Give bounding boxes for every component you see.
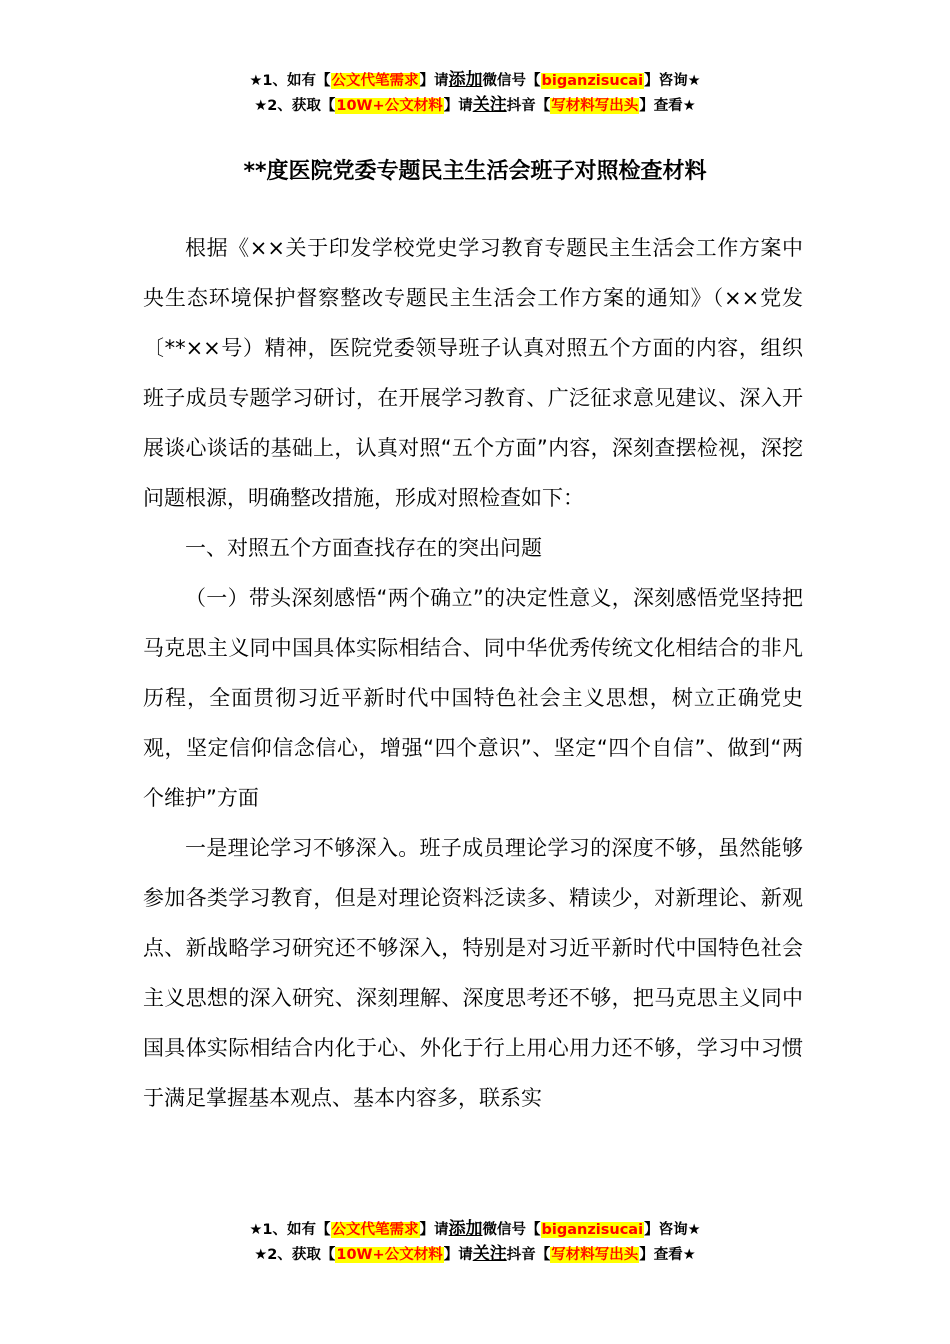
promo-line-2 (0, 93, 950, 118)
promo-text: 】请 (419, 73, 449, 89)
promo-highlight: 公文代笔需求 (331, 1222, 419, 1238)
promo-highlight: 写材料写出头 (551, 1247, 639, 1263)
promo-emphasis: 添加 (448, 1219, 483, 1239)
promo-emphasis: 关注 (472, 95, 507, 115)
promo-emphasis: 关注 (472, 1244, 507, 1264)
promo-text: ★2、获取【 (254, 1247, 336, 1263)
promo-text: 抖音【 (506, 98, 551, 114)
promo-text: 】请 (443, 98, 473, 114)
promo-text: ★2、获取【 (254, 98, 336, 114)
promo-text: 微信号【 (482, 1222, 541, 1238)
subsection-heading: （一）带头深刻感悟“两个确立”的决定性意义，深刻感悟党坚持把马克思主义同中国具体实际相结合、同中华优秀传统文化相结合的非凡历程，全面贯彻习近平新时代中国特色社会主义思想，树立正确党史观，坚定信仰信念信心，增强“四个意识”、坚定“四个自信”、做到“两个维护”方面 (143, 586, 803, 810)
promo-highlight: 10W+公文材料 (336, 98, 443, 114)
promo-banner-top (0, 68, 950, 118)
section-heading: 一、对照五个方面查找存在的突出问题 (185, 536, 542, 560)
document-title: **度医院党委专题民主生活会班子对照检查材料 (243, 159, 707, 184)
promo-highlight: 写材料写出头 (551, 98, 639, 114)
promo-banner-bottom (0, 1217, 950, 1267)
paragraph-intro: 根据《××关于印发学校党史学习教育专题民主生活会工作方案中央生态环境保护督察整改专题民主生活会工作方案的通知》（××党发〔**××号）精神，医院党委领导班子认真对照五个方面的内容，组织班子成员专题学习研讨，在开展学习教育、广泛征求意见建议、深入开展谈心谈话的基础上，认真对照“五个方面”内容，深刻查摆检视，深挖问题根源，明确整改措施，形成对照检查如下： (143, 236, 803, 510)
promo-line-1 (0, 68, 950, 93)
promo-highlight: biganzisucai (541, 73, 644, 89)
promo-text: 】咨询★ (644, 73, 701, 89)
promo-text: ★1、如有【 (249, 73, 331, 89)
promo-text: 】请 (419, 1222, 449, 1238)
promo-line-2 (0, 1242, 950, 1267)
promo-text: 微信号【 (482, 73, 541, 89)
promo-text: 抖音【 (506, 1247, 551, 1263)
promo-line-1 (0, 1217, 950, 1242)
promo-text: ★1、如有【 (249, 1222, 331, 1238)
promo-highlight: biganzisucai (541, 1222, 644, 1238)
document-body (143, 223, 803, 1123)
promo-emphasis: 添加 (448, 70, 483, 90)
promo-text: 】咨询★ (644, 1222, 701, 1238)
paragraph-issue-1: 一是理论学习不够深入。班子成员理论学习的深度不够，虽然能够参加各类学习教育，但是对理论资料泛读多、精读少，对新理论、新观点、新战略学习研究还不够深入，特别是对习近平新时代中国特色社会主义思想的深入研究、深刻理解、深度思考还不够，把马克思主义同中国具体实际相结合内化于心、外化于行上用心用力还不够，学习中习惯于满足掌握基本观点、基本内容多，联系实 (143, 836, 803, 1110)
promo-text: 】查看★ (639, 1247, 696, 1263)
promo-highlight: 10W+公文材料 (336, 1247, 443, 1263)
promo-text: 】查看★ (639, 98, 696, 114)
promo-highlight: 公文代笔需求 (331, 73, 419, 89)
promo-text: 】请 (443, 1247, 473, 1263)
